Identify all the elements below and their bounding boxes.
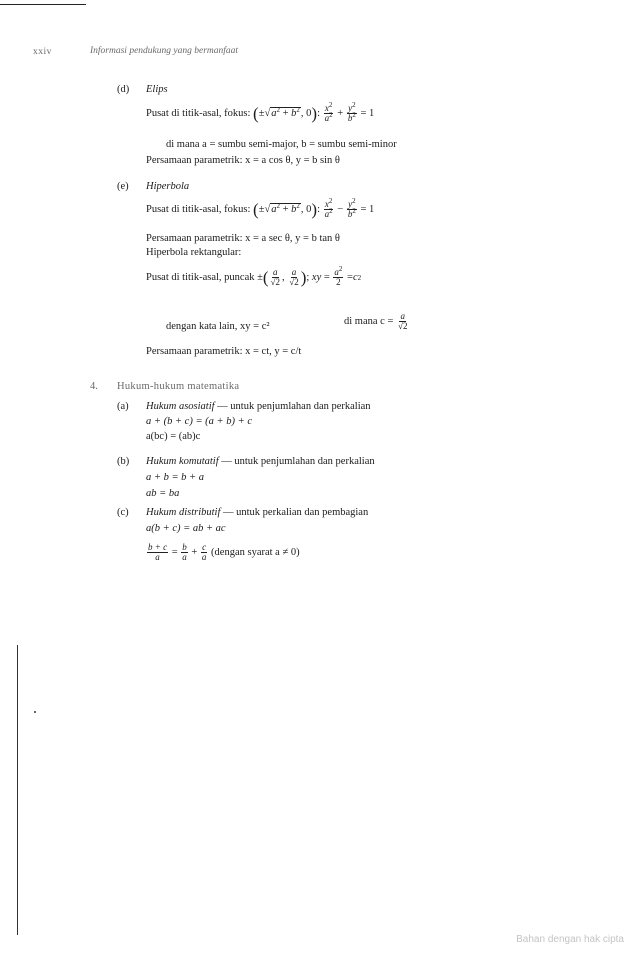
law-c-eq2: $\frac{b + c}{a}$ = $\frac{b}{a}$ + $\frac{c}{a}$ (dengan syarat a ≠ 0) [148,542,300,562]
ellipse-parametric: Persamaan parametrik: x = a cos θ, y = b sin θ [146,155,340,166]
law-b-desc: — untuk penjumlahan dan perkalian [218,456,375,467]
page-number: xxiv [33,47,52,57]
law-b-heading [146,455,375,468]
law-c-title: Hukum distributif [146,507,221,518]
law-a-title: Hukum asosiatif [146,401,215,412]
law-c-condition: (dengan syarat a ≠ 0) [211,547,300,558]
law-c-desc: — untuk perkalian dan pembagian [220,507,369,518]
law-c-eq1: a(b + c) = ab + ac [146,523,226,534]
law-c-heading [146,506,368,519]
law-a-eq1: a + (b + c) = (a + b) + c [146,416,252,427]
ellipse-title: Elips [146,84,168,95]
law-b-title: Hukum komutatif [146,456,219,467]
copyright-watermark: Bahan dengan hak cipta [516,934,624,945]
section-number: 4. [90,381,98,392]
hyperbola-foci-text: Pusat di titik-asal, fokus: [146,204,251,215]
ellipse-foci-line: Pusat di titik-asal, fokus: ( $\pm√a^2 + b^2$, 0 ) : $\frac{x^2}{a^2}$ + $\frac{y^2}{b^2}$ = 1 [146,101,375,123]
hyperbola-parametric: Persamaan parametrik: x = a sec θ, y = b tan θ [146,233,340,244]
scan-dot [34,711,36,713]
hyperbola-where-text: di mana c = [344,316,394,327]
law-c-label: (c) [117,507,129,518]
hyperbola-rect-parametric: Persamaan parametrik: x = ct, y = c/t [146,346,302,357]
law-b-eq2: ab = ba [146,488,180,499]
hyperbola-label: (e) [117,181,129,192]
law-a-heading [146,400,371,413]
hyperbola-vertex-text: Pusat di titik-asal, puncak [146,272,255,283]
top-rule [0,4,86,5]
ellipse-foci-text: Pusat di titik-asal, fokus: [146,108,251,119]
law-a-desc: — untuk penjumlahan dan perkalian [214,401,371,412]
running-title: Informasi pendukung yang bermanfaat [90,46,239,56]
hyperbola-foci-line: Pusat di titik-asal, fokus: ( $\pm√a^2 + b^2$, 0 ) : $\frac{x^2}{a^2}$ − $\frac{y^2}{b^2}$ = 1 [146,197,375,219]
law-b-eq1: a + b = b + a [146,472,205,483]
law-a-label: (a) [117,401,129,412]
law-a-eq2: a(bc) = (ab)c [146,431,201,442]
hyperbola-title: Hiperbola [146,181,190,192]
law-b-label: (b) [117,456,130,467]
hyperbola-vertex-line: Pusat di titik-asal, puncak ± ( $\frac{a}{√2}$ , $\frac{a}{√2}$ ) ; xy = $\frac{a^2}{2}$ = c 2 [146,265,362,287]
hyperbola-where-line: di mana c = $\frac{a}{√2}$ [344,311,408,331]
ellipse-definition: di mana a = sumbu semi-major, b = sumbu semi-minor [166,139,397,150]
section-title: Hukum-hukum matematika [117,381,240,392]
ellipse-label: (d) [117,84,130,95]
hyperbola-with-text: dengan kata lain, xy = c² [166,321,270,332]
left-margin-mark [17,645,18,935]
hyperbola-rect-heading: Hiperbola rektangular: [146,247,242,258]
